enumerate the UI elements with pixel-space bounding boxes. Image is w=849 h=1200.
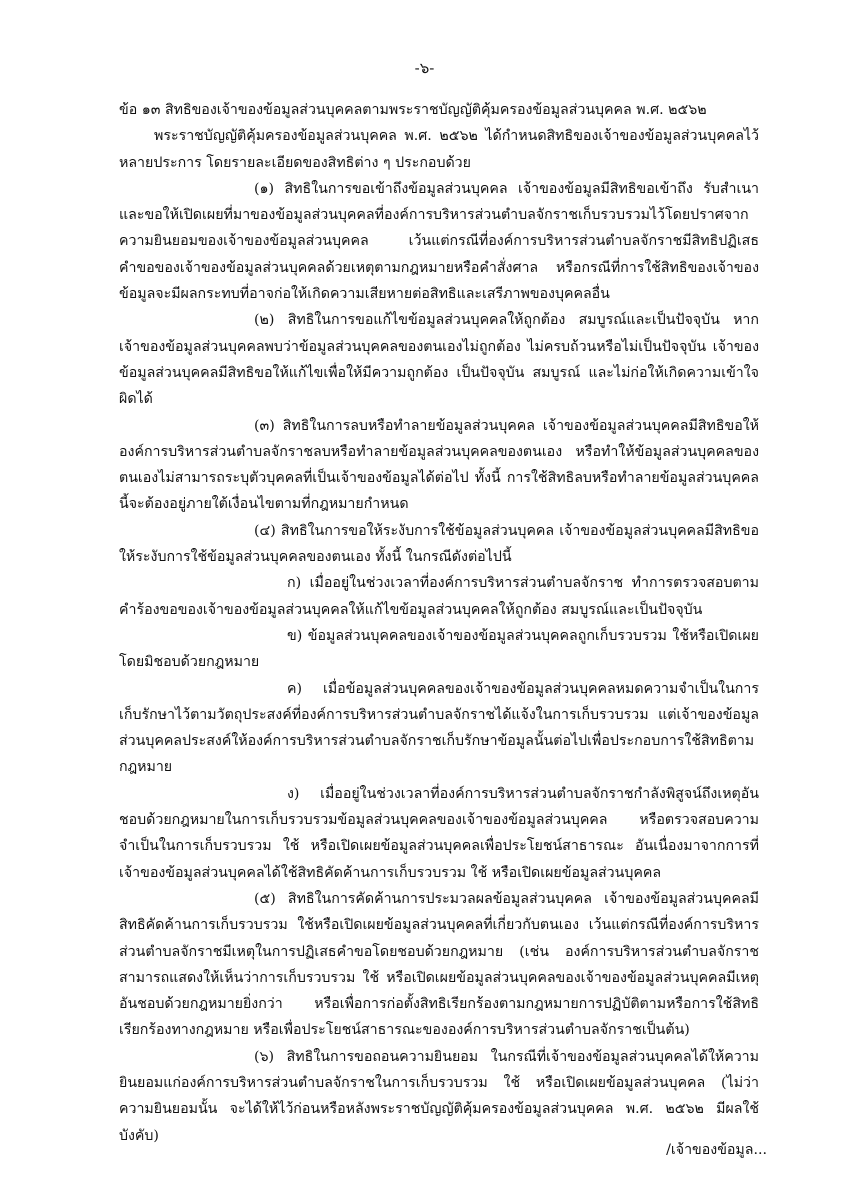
continuation-note: /เจ้าของข้อมูล... — [666, 1142, 767, 1158]
right-access-paragraph: (๑) สิทธิในการขอเข้าถึงข้อมูลส่วนบุคคล เจ้าของข้อมูลมีสิทธิขอเข้าถึง รับสำเนาและขอให้เปิดเผยที่มาของข้อมูลส่วนบุคคลที่องค์การบริหารส่วนตำบลจักราชเก็บรวบรวมไว้โดยปราศจากความยินยอมของเจ้าของข้อมูลส่วนบุคคล เว้นแต่กรณีที่องค์การบริหารส่วนตำบลจักราชมีสิทธิปฏิเสธคำขอของเจ้าของข้อมูลส่วนบุคคลด้วยเหตุตามกฎหมายหรือคำสั่งศาล หรือกรณีที่การใช้สิทธิของเจ้าของข้อมูลจะมีผลกระทบที่อาจก่อให้เกิดความเสียหายต่อสิทธิและเสรีภาพของบุคคลอื่น — [119, 180, 759, 303]
section-heading: ข้อ ๑๓ สิทธิของเจ้าของข้อมูลส่วนบุคคลตามพระราชบัญญัติคุ้มครองข้อมูลส่วนบุคคล พ.ศ. ๒๕๖๒ — [119, 102, 707, 118]
right-withdraw-consent-paragraph: (๖) สิทธิในการขอถอนความยินยอม ในกรณีที่เจ้าของข้อมูลส่วนบุคคลได้ให้ความยินยอมแก่องค์การบริหารส่วนตำบลจักราชในการเก็บรวบรวม ใช้ หรือเปิดเผยข้อมูลส่วนบุคคล (ไม่ว่าความยินยอมนั้น จะได้ให้ไว้ก่อนหรือหลังพระราชบัญญัติคุ้มครองข้อมูลส่วนบุคคล พ.ศ. ๒๕๖๒ มีผลใช้บังคับ) — [119, 1048, 759, 1144]
restriction-case-c: ค) เมื่อข้อมูลส่วนบุคคลของเจ้าของข้อมูลส่วนบุคคลหมดความจำเป็นในการเก็บรักษาไว้ตามวัตถุประสงค์ที่องค์การบริหารส่วนตำบลจักราชได้แจ้งในการเก็บรวบรวม แต่เจ้าของข้อมูลส่วนบุคคลประสงค์ให้องค์การบริหารส่วนตำบลจักราชเก็บรักษาข้อมูลนั้นต่อไปเพื่อประกอบการใช้สิทธิตามกฎหมาย — [119, 680, 759, 776]
right-restriction-paragraph: (๔) สิทธิในการขอให้ระงับการใช้ข้อมูลส่วนบุคคล เจ้าของข้อมูลส่วนบุคคลมีสิทธิขอให้ระงับการใช้ข้อมูลส่วนบุคคลของตนเอง ทั้งนี้ ในกรณีดังต่อไปนี้ — [119, 522, 759, 566]
restriction-case-a: ก) เมื่ออยู่ในช่วงเวลาที่องค์การบริหารส่วนตำบลจักราช ทำการตรวจสอบตามคำร้องขอของเจ้าของข้อมูลส่วนบุคคลให้แก้ไขข้อมูลส่วนบุคคลให้ถูกต้อง สมบูรณ์และเป็นปัจจุบัน — [119, 575, 759, 618]
document-body — [119, 97, 759, 1149]
page-number: -๖- — [414, 59, 435, 77]
right-rectification-paragraph: (๒) สิทธิในการขอแก้ไขข้อมูลส่วนบุคคลให้ถูกต้อง สมบูรณ์และเป็นปัจจุบัน หากเจ้าของข้อมูลส่วนบุคคลพบว่าข้อมูลส่วนบุคคลของตนเองไม่ถูกต้อง ไม่ครบถ้วนหรือไม่เป็นปัจจุบัน เจ้าของข้อมูลส่วนบุคคลมีสิทธิขอให้แก้ไขเพื่อให้มีความถูกต้อง เป็นปัจจุบัน สมบูรณ์ และไม่ก่อให้เกิดความเข้าใจผิดได้ — [119, 312, 759, 408]
restriction-case-b: ข) ข้อมูลส่วนบุคคลของเจ้าของข้อมูลส่วนบุคคลถูกเก็บรวบรวม ใช้หรือเปิดเผยโดยมิชอบด้วยกฎหมาย — [119, 627, 759, 671]
right-objection-paragraph: (๕) สิทธิในการคัดค้านการประมวลผลข้อมูลส่วนบุคคล เจ้าของข้อมูลส่วนบุคคลมีสิทธิคัดค้านการเก็บรวบรวม ใช้หรือเปิดเผยข้อมูลส่วนบุคคลที่เกี่ยวกับตนเอง เว้นแต่กรณีที่องค์การบริหารส่วนตำบลจักราชมีเหตุในการปฏิเสธคำขอโดยชอบด้วยกฎหมาย (เช่น องค์การบริหารส่วนตำบลจักราชสามารถแสดงให้เห็นว่าการเก็บรวบรวม ใช้ หรือเปิดเผยข้อมูลส่วนบุคคลของเจ้าของข้อมูลส่วนบุคคลมีเหตุอันชอบด้วยกฎหมายยิ่งกว่า หรือเพื่อการก่อตั้งสิทธิเรียกร้องตามกฎหมายการปฏิบัติตามหรือการใช้สิทธิเรียกร้องทางกฎหมาย หรือเพื่อประโยชน์สาธารณะขององค์การบริหารส่วนตำบลจักราชเป็นต้น) — [119, 890, 759, 1039]
right-erasure-paragraph: (๓) สิทธิในการลบหรือทำลายข้อมูลส่วนบุคคล เจ้าของข้อมูลส่วนบุคคลมีสิทธิขอให้องค์การบริหารส่วนตำบลจักราชลบหรือทำลายข้อมูลส่วนบุคคลของตนเอง หรือทำให้ข้อมูลส่วนบุคคลของตนเองไม่สามารถระบุตัวบุคคลที่เป็นเจ้าของข้อมูลได้ต่อไป ทั้งนี้ การใช้สิทธิลบหรือทำลายข้อมูลส่วนบุคคลนี้จะต้องอยู่ภายใต้เงื่อนไขตามที่กฎหมายกำหนด — [119, 417, 759, 513]
intro-paragraph: พระราชบัญญัติคุ้มครองข้อมูลส่วนบุคคล พ.ศ. ๒๕๖๒ ได้กำหนดสิทธิของเจ้าของข้อมูลส่วนบุคคลไว้หลายประการ โดยรายละเอียดของสิทธิต่าง ๆ ประกอบด้วย — [119, 128, 759, 171]
restriction-case-d: ง) เมื่ออยู่ในช่วงเวลาที่องค์การบริหารส่วนตำบลจักราชกำลังพิสูจน์ถึงเหตุอันชอบด้วยกฎหมายในการเก็บรวบรวมข้อมูลส่วนบุคคลของเจ้าของข้อมูลส่วนบุคคล หรือตรวจสอบความจำเป็นในการเก็บรวบรวม ใช้ หรือเปิดเผยข้อมูลส่วนบุคคลเพื่อประโยชน์สาธารณะ อันเนื่องมาจากการที่เจ้าของข้อมูลส่วนบุคคลได้ใช้สิทธิคัดค้านการเก็บรวบรวม ใช้ หรือเปิดเผยข้อมูลส่วนบุคคล — [119, 785, 759, 881]
